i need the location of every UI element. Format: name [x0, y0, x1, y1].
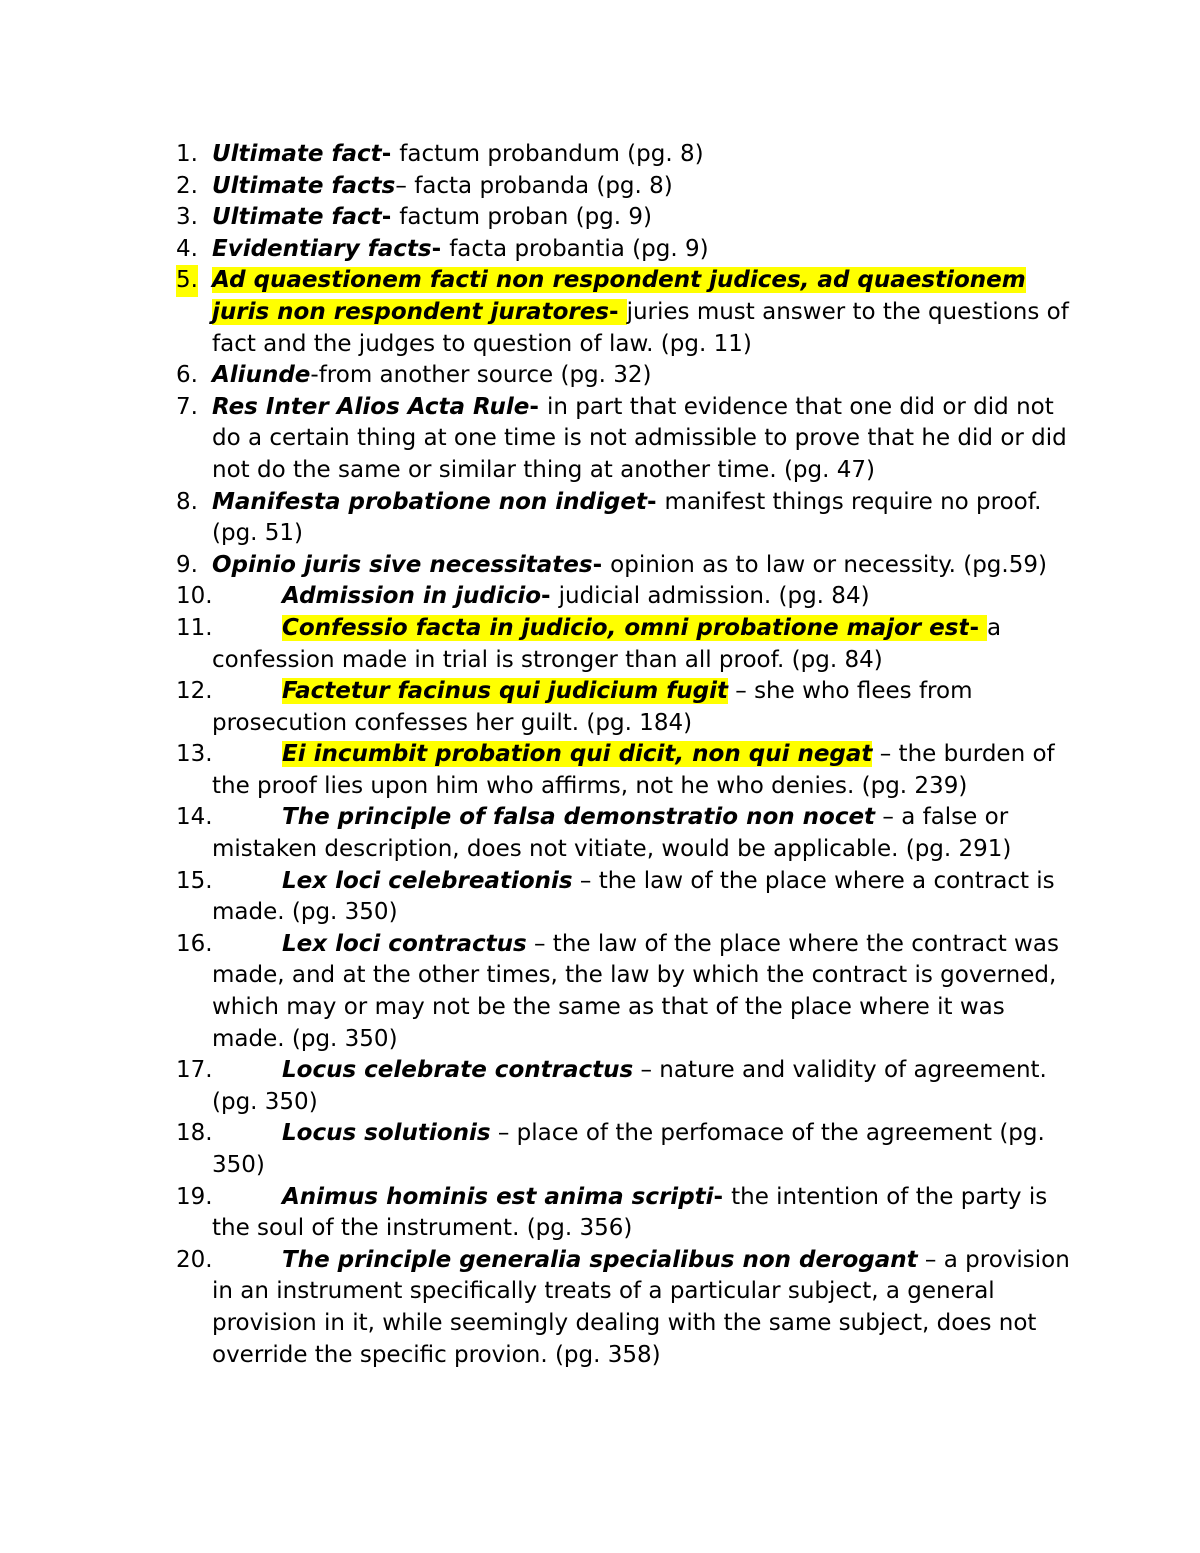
item-separator: –	[872, 741, 899, 768]
item-definition: a confession made in trial is stronger than all proof. (pg. 84)	[212, 614, 1002, 673]
item-separator: –	[875, 804, 902, 831]
list-item	[176, 1182, 1076, 1245]
item-term: Admission in judicio	[282, 583, 542, 610]
list-item	[176, 929, 1076, 1055]
item-term: Ultimate fact	[212, 204, 382, 231]
item-term: Animus hominis est anima scripti	[282, 1183, 714, 1210]
item-definition: factum probandum (pg. 8)	[399, 141, 704, 167]
item-term: Ultimate fact	[212, 141, 382, 167]
item-number: 17.	[176, 1057, 213, 1084]
item-term: Evidentiary facts	[212, 235, 432, 262]
item-number: 5.	[176, 265, 198, 297]
list-item	[176, 1055, 1076, 1118]
item-number: 8.	[176, 488, 198, 515]
item-number: 4.	[176, 235, 198, 262]
list-item	[176, 739, 1076, 802]
item-definition: a provision in an instrument specifically treats of a particular subject, a general provision in it, while seemingly dealing with the same subject, does not override the specific provion. (pg. 358)	[212, 1246, 1070, 1368]
item-definition: the law of the place where the contract was made, and at the other times, the law by which the contract is governed, which may or may not be the same as that of the place where it was made. (pg. 350)	[212, 930, 1059, 1052]
list-item	[176, 360, 1076, 392]
list-item	[176, 866, 1076, 929]
list-item	[176, 234, 1076, 266]
item-term: Opinio juris sive necessitates	[212, 551, 593, 578]
item-term: Ei incumbit probation qui dicit, non qui negat	[282, 741, 873, 768]
item-separator: –	[572, 867, 599, 894]
item-separator: -	[431, 235, 450, 262]
item-number: 16.	[176, 930, 213, 957]
item-number: 7.	[176, 393, 198, 420]
item-definition: factum proban (pg. 9)	[399, 204, 653, 231]
legal-maxims-list	[176, 139, 1076, 1371]
list-item	[176, 1245, 1076, 1371]
list-item	[176, 392, 1076, 487]
item-number: 15.	[176, 867, 213, 894]
item-term: The principle of falsa demonstratio non nocet	[282, 804, 876, 831]
list-item	[176, 581, 1076, 613]
item-definition: the intention of the party is the soul of the instrument. (pg. 356)	[212, 1183, 1048, 1242]
list-item	[176, 676, 1076, 739]
item-number: 12.	[176, 678, 213, 705]
item-separator: -	[541, 583, 559, 610]
item-separator: –	[526, 930, 553, 957]
item-separator: –	[490, 1120, 517, 1147]
item-separator: -	[592, 551, 611, 578]
list-item	[176, 613, 1076, 676]
item-definition: she who flees from prosecution confesses her guilt. (pg. 184)	[212, 678, 973, 736]
item-definition: place of the perfomace of the agreement (pg. 350)	[212, 1120, 1045, 1178]
item-term: Lex loci celebreationis	[282, 867, 573, 894]
list-item	[176, 487, 1076, 550]
item-separator: –	[727, 678, 755, 705]
item-number: 1.	[176, 141, 198, 167]
item-separator: –	[395, 172, 415, 199]
item-term: Locus solutionis	[282, 1120, 491, 1147]
list-item	[176, 202, 1076, 234]
item-number: 18.	[176, 1120, 213, 1147]
item-term: Manifesta probatione non indiget	[212, 488, 647, 515]
list-item	[176, 139, 1076, 171]
item-term: Aliunde	[212, 362, 311, 389]
item-definition: facta probantia (pg. 9)	[449, 235, 709, 262]
item-definition: juries must answer to the questions of fact and the judges to question of law. (pg. 11)	[212, 298, 1069, 357]
item-term: Ultimate facts	[212, 172, 396, 199]
item-definition: manifest things require no proof. (pg. 51)	[212, 488, 1042, 547]
item-definition: judicial admission. (pg. 84)	[558, 583, 870, 610]
list-item	[176, 550, 1076, 582]
item-definition: nature and validity of agreement. (pg. 350)	[212, 1057, 1047, 1115]
item-number: 9.	[176, 551, 198, 578]
item-separator: –	[633, 1057, 660, 1084]
item-definition: the burden of the proof lies upon him who affirms, not he who denies. (pg. 239)	[212, 741, 1055, 799]
item-separator: –	[917, 1246, 944, 1273]
item-separator: -	[713, 1183, 732, 1210]
item-definition: a false or mistaken description, does not vitiate, would be applicable. (pg. 291)	[212, 804, 1012, 863]
item-separator: -	[310, 362, 319, 389]
item-definition: in part that evidence that one did or did not do a certain thing at one time is not admissible to prove that he did or did not do the same or similar thing at another time. (pg. 47)	[212, 393, 1067, 483]
list-item	[176, 171, 1076, 203]
item-number: 2.	[176, 172, 198, 199]
item-term: Ad quaestionem facti non respondent judices, ad quaestionem juris non respondent juratores	[212, 267, 1026, 325]
item-separator: -	[609, 298, 627, 325]
item-definition: opinion as to law or necessity. (pg.59)	[610, 551, 1047, 578]
item-separator: -	[529, 393, 547, 420]
item-term: The principle generalia specialibus non derogant	[282, 1246, 918, 1273]
item-separator: -	[381, 204, 400, 231]
item-term: Locus celebrate contractus	[282, 1057, 634, 1084]
list-item	[176, 265, 1076, 360]
item-term: Lex loci contractus	[282, 930, 527, 957]
item-term: Res Inter Alios Acta Rule	[212, 393, 530, 420]
item-number: 20.	[176, 1246, 213, 1273]
item-number: 11.	[176, 614, 213, 641]
item-term: Factetur facinus qui judicium fugit	[282, 678, 728, 705]
item-definition: the law of the place where a contract is made. (pg. 350)	[212, 867, 1055, 926]
item-number: 10.	[176, 583, 213, 610]
item-term: Confessio facta in judicio, omni probatione major est	[282, 614, 970, 641]
item-number: 3.	[176, 204, 198, 231]
item-separator: -	[646, 488, 665, 515]
item-number: 6.	[176, 362, 198, 389]
item-number: 19.	[176, 1183, 213, 1210]
item-number: 13.	[176, 741, 213, 768]
item-definition: from another source (pg. 32)	[318, 362, 652, 389]
item-definition: facta probanda (pg. 8)	[414, 172, 673, 199]
list-item	[176, 802, 1076, 865]
item-separator: -	[969, 614, 988, 641]
item-number: 14.	[176, 804, 213, 831]
list-item	[176, 1118, 1076, 1181]
item-separator: -	[381, 141, 400, 167]
